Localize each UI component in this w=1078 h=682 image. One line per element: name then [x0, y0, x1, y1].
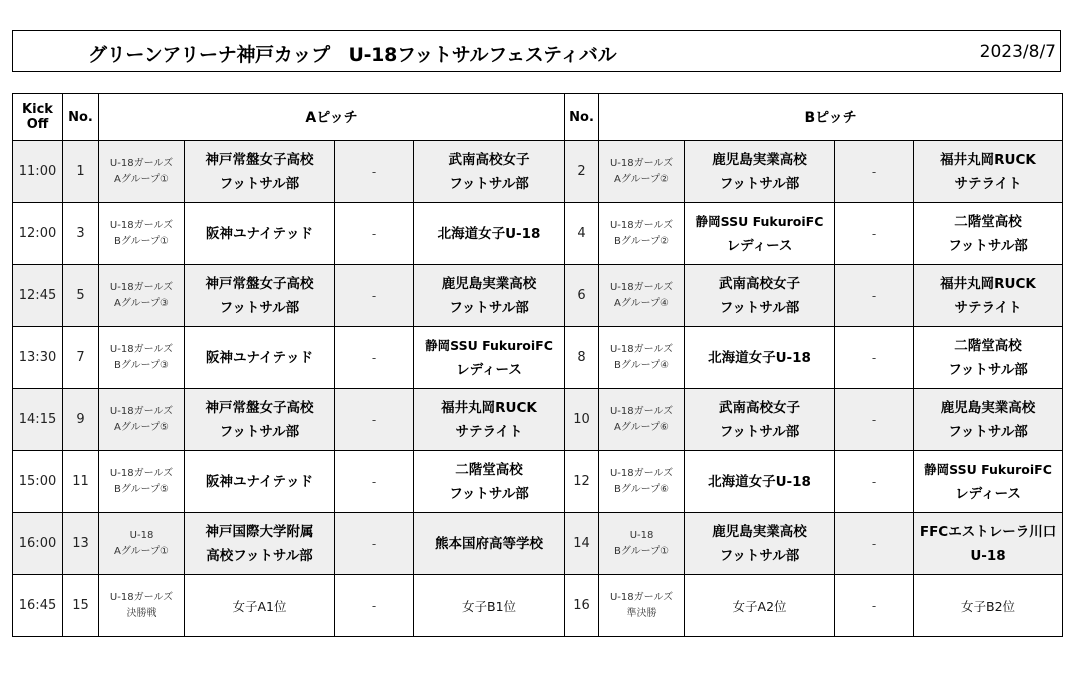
category: U-18ガールズ — [609, 343, 674, 355]
match-no — [63, 575, 99, 637]
away-team-name: FFCエストレーラ川口 — [919, 523, 1057, 540]
group: Bグループ② — [614, 235, 670, 247]
category-cell — [99, 451, 185, 513]
away-team — [414, 513, 565, 575]
away-team — [914, 265, 1063, 327]
versus — [335, 513, 414, 575]
away-team-name: 静岡SSU FukuroiFC — [425, 337, 553, 353]
versus — [835, 513, 914, 575]
time-value: 15:00 — [18, 474, 57, 489]
home-team-name: 鹿児島実業高校 — [712, 151, 807, 168]
home-team-sub: 高校フットサル部 — [206, 547, 313, 564]
time-value: 12:45 — [18, 288, 57, 303]
away-team — [414, 575, 565, 637]
group: Aグループ④ — [614, 297, 670, 309]
away-team-name: 二階堂高校 — [954, 337, 1022, 354]
versus — [835, 265, 914, 327]
versus-dash: - — [871, 536, 877, 551]
match-no — [565, 513, 599, 575]
versus-dash: - — [871, 474, 877, 489]
category: U-18ガールズ — [609, 157, 674, 169]
time-value: 11:00 — [18, 164, 57, 179]
away-team-name: 鹿児島実業高校 — [940, 399, 1036, 416]
versus — [835, 451, 914, 513]
kickoff-time — [13, 141, 63, 203]
home-team-name: 神戸常盤女子高校 — [205, 151, 314, 168]
kickoff-time — [13, 265, 63, 327]
match-no — [565, 203, 599, 265]
away-team-sub: サテライト — [954, 175, 1022, 192]
home-team-sub: フットサル部 — [719, 175, 800, 192]
versus-dash: - — [371, 598, 377, 613]
versus — [335, 575, 414, 637]
home-team — [685, 265, 835, 327]
home-team — [185, 265, 335, 327]
home-team — [685, 203, 835, 265]
versus — [335, 141, 414, 203]
home-team-name: 神戸常盤女子高校 — [205, 399, 314, 416]
match-number: 3 — [76, 226, 85, 241]
match-number: 12 — [573, 474, 590, 489]
group: Bグループ③ — [113, 359, 170, 371]
event-date: 2023/8/7 — [979, 42, 1056, 62]
category-cell — [99, 265, 185, 327]
versus — [835, 327, 914, 389]
home-team-name: 武南高校女子 — [719, 275, 801, 292]
away-team — [414, 141, 565, 203]
versus-dash: - — [371, 474, 377, 489]
category-cell — [599, 513, 685, 575]
home-team-name: 女子A1位 — [232, 598, 287, 614]
group: Bグループ① — [113, 235, 170, 247]
category-cell — [599, 141, 685, 203]
category: U-18ガールズ — [109, 405, 174, 417]
away-team-sub: レディース — [955, 485, 1021, 502]
away-team-name: 二階堂高校 — [455, 461, 523, 478]
match-no — [63, 513, 99, 575]
away-team — [914, 327, 1063, 389]
home-team — [185, 389, 335, 451]
away-team-sub: フットサル部 — [948, 423, 1028, 440]
category-cell — [99, 141, 185, 203]
away-team-name: 北海道女子U-18 — [437, 225, 541, 242]
home-team-name: 神戸常盤女子高校 — [205, 275, 314, 292]
match-no — [565, 389, 599, 451]
category-cell — [599, 389, 685, 451]
match-number: 7 — [76, 350, 85, 365]
match-no — [565, 451, 599, 513]
home-team — [685, 141, 835, 203]
category: U-18ガールズ — [109, 591, 174, 603]
versus — [335, 389, 414, 451]
group: Bグループ⑤ — [113, 483, 170, 495]
category: U-18ガールズ — [609, 281, 674, 293]
match-number: 1 — [76, 164, 85, 179]
match-number: 13 — [72, 536, 89, 551]
match-no — [63, 327, 99, 389]
match-no — [63, 141, 99, 203]
group: Aグループ① — [113, 173, 169, 185]
away-team — [414, 389, 565, 451]
home-team-name: 女子A2位 — [732, 598, 787, 614]
versus — [335, 265, 414, 327]
match-number: 4 — [577, 226, 586, 241]
category-cell — [599, 575, 685, 637]
match-row — [13, 389, 1063, 451]
group: Bグループ④ — [614, 359, 670, 371]
versus — [335, 451, 414, 513]
versus-dash: - — [371, 288, 377, 303]
home-team-name: 阪神ユナイテッド — [205, 225, 314, 242]
category: U-18ガールズ — [609, 219, 674, 231]
home-team-sub: フットサル部 — [719, 423, 800, 440]
match-number: 8 — [577, 350, 586, 365]
category: U-18ガールズ — [609, 467, 674, 479]
home-team-sub: フットサル部 — [219, 299, 300, 316]
category: U-18 — [629, 529, 654, 541]
group: Bグループ① — [614, 545, 670, 557]
match-number: 9 — [76, 412, 85, 427]
category-cell — [599, 327, 685, 389]
away-team-name: 福井丸岡RUCK — [940, 275, 1036, 292]
match-row — [13, 451, 1063, 513]
category: U-18ガールズ — [109, 281, 174, 293]
versus — [835, 203, 914, 265]
match-no — [565, 265, 599, 327]
away-team-name: 福井丸岡RUCK — [940, 151, 1036, 168]
match-number: 16 — [573, 598, 590, 613]
away-team-name: 女子B2位 — [961, 598, 1016, 614]
away-team — [414, 265, 565, 327]
away-team-sub: フットサル部 — [948, 361, 1028, 378]
home-team-sub: フットサル部 — [219, 423, 300, 440]
away-team — [914, 203, 1063, 265]
away-team-name: 福井丸岡RUCK — [441, 399, 537, 416]
match-number: 6 — [577, 288, 586, 303]
match-no — [63, 265, 99, 327]
category: U-18ガールズ — [109, 467, 174, 479]
away-team — [914, 575, 1063, 637]
category-cell — [99, 203, 185, 265]
home-team-name: 鹿児島実業高校 — [712, 523, 807, 540]
away-team — [914, 389, 1063, 451]
home-team-name: 阪神ユナイテッド — [205, 349, 314, 366]
versus-dash: - — [871, 164, 877, 179]
away-team-name: 二階堂高校 — [954, 213, 1022, 230]
versus — [335, 203, 414, 265]
category: U-18 — [129, 529, 154, 541]
away-team-sub: フットサル部 — [449, 485, 529, 502]
category-cell — [99, 575, 185, 637]
away-team-name: 女子B1位 — [462, 598, 517, 614]
versus-dash: - — [371, 350, 377, 365]
versus-dash: - — [871, 412, 877, 427]
away-team-sub: サテライト — [455, 423, 523, 440]
away-team-sub: フットサル部 — [449, 175, 529, 192]
pitch-b-header: Bピッチ — [599, 94, 1063, 141]
away-team — [414, 327, 565, 389]
match-number: 11 — [72, 474, 89, 489]
away-team — [914, 141, 1063, 203]
away-team — [414, 203, 565, 265]
time-value: 13:30 — [18, 350, 57, 365]
category: U-18ガールズ — [109, 219, 174, 231]
no-header-b: No. — [565, 94, 599, 141]
page-title: グリーンアリーナ神戸カップ U-18フットサルフェスティバル — [88, 44, 617, 66]
versus — [835, 141, 914, 203]
versus — [835, 575, 914, 637]
versus-dash: - — [371, 412, 377, 427]
versus-dash: - — [371, 226, 377, 241]
match-row — [13, 327, 1063, 389]
home-team-name: 静岡SSU FukuroiFC — [695, 213, 824, 229]
match-row — [13, 265, 1063, 327]
away-team-sub: フットサル部 — [948, 237, 1028, 254]
home-team-sub: レディース — [726, 237, 793, 254]
away-team — [914, 451, 1063, 513]
home-team-name: 北海道女子U-18 — [708, 473, 811, 490]
match-row — [13, 575, 1063, 637]
versus-dash: - — [871, 350, 877, 365]
group: Aグループ⑤ — [113, 421, 169, 433]
match-no — [63, 451, 99, 513]
home-team — [685, 575, 835, 637]
time-value: 12:00 — [18, 226, 57, 241]
match-number: 10 — [573, 412, 590, 427]
kickoff-time — [13, 575, 63, 637]
versus-dash: - — [871, 288, 877, 303]
match-row — [13, 513, 1063, 575]
home-team — [185, 513, 335, 575]
no-header-a: No. — [63, 94, 99, 141]
home-team — [185, 451, 335, 513]
group: Aグループ② — [614, 173, 670, 185]
kickoff-time — [13, 451, 63, 513]
group: Aグループ⑥ — [614, 421, 670, 433]
group: 決勝戦 — [126, 607, 157, 619]
category: U-18ガールズ — [609, 405, 674, 417]
home-team-name: 神戸国際大学附属 — [205, 523, 314, 540]
away-team — [414, 451, 565, 513]
home-team-sub: フットサル部 — [719, 547, 800, 564]
home-team — [185, 203, 335, 265]
versus — [335, 327, 414, 389]
time-value: 14:15 — [18, 412, 57, 427]
match-row — [13, 141, 1063, 203]
home-team-name: 武南高校女子 — [719, 399, 801, 416]
match-no — [565, 141, 599, 203]
group: Aグループ③ — [113, 297, 169, 309]
home-team-sub: フットサル部 — [219, 175, 300, 192]
schedule-table — [12, 93, 1063, 637]
category: U-18ガールズ — [109, 157, 174, 169]
home-team — [185, 141, 335, 203]
away-team-sub: サテライト — [954, 299, 1022, 316]
versus — [835, 389, 914, 451]
category-cell — [99, 327, 185, 389]
away-team-sub: レディース — [456, 361, 522, 378]
home-team-name: 阪神ユナイテッド — [205, 473, 314, 490]
header-row — [13, 94, 1063, 141]
home-team — [685, 451, 835, 513]
home-team — [685, 513, 835, 575]
away-team-name: 熊本国府高等学校 — [435, 535, 544, 552]
kickoff-time — [13, 203, 63, 265]
away-team-name: 静岡SSU FukuroiFC — [924, 461, 1052, 477]
away-team — [914, 513, 1063, 575]
versus-dash: - — [371, 536, 377, 551]
versus-dash: - — [871, 226, 877, 241]
match-no — [565, 575, 599, 637]
category-cell — [99, 389, 185, 451]
time-value: 16:00 — [18, 536, 57, 551]
home-team-sub: フットサル部 — [719, 299, 800, 316]
home-team — [185, 575, 335, 637]
home-team-name: 北海道女子U-18 — [708, 349, 811, 366]
match-no — [63, 389, 99, 451]
kickoff-time — [13, 389, 63, 451]
match-row — [13, 203, 1063, 265]
group: 準決勝 — [626, 607, 657, 619]
away-team-sub: U-18 — [970, 547, 1006, 564]
category-cell — [599, 203, 685, 265]
home-team — [185, 327, 335, 389]
category-cell — [599, 451, 685, 513]
category: U-18ガールズ — [609, 591, 674, 603]
match-number: 15 — [72, 598, 89, 613]
home-team — [685, 327, 835, 389]
versus-dash: - — [371, 164, 377, 179]
category-cell — [99, 513, 185, 575]
group: Bグループ⑥ — [614, 483, 670, 495]
group: Aグループ① — [113, 545, 169, 557]
home-team — [685, 389, 835, 451]
schedule-header — [12, 30, 1061, 72]
match-no — [565, 327, 599, 389]
kickoff-header: Kick Off — [13, 94, 63, 141]
pitch-a-header: Aピッチ — [99, 94, 565, 141]
category-cell — [599, 265, 685, 327]
away-team-sub: フットサル部 — [449, 299, 529, 316]
category: U-18ガールズ — [109, 343, 174, 355]
match-number: 14 — [573, 536, 590, 551]
match-number: 2 — [577, 164, 586, 179]
kickoff-time — [13, 513, 63, 575]
kickoff-time — [13, 327, 63, 389]
time-value: 16:45 — [18, 598, 57, 613]
versus-dash: - — [871, 598, 877, 613]
away-team-name: 鹿児島実業高校 — [441, 275, 537, 292]
match-no — [63, 203, 99, 265]
away-team-name: 武南高校女子 — [448, 151, 530, 168]
match-number: 5 — [76, 288, 85, 303]
